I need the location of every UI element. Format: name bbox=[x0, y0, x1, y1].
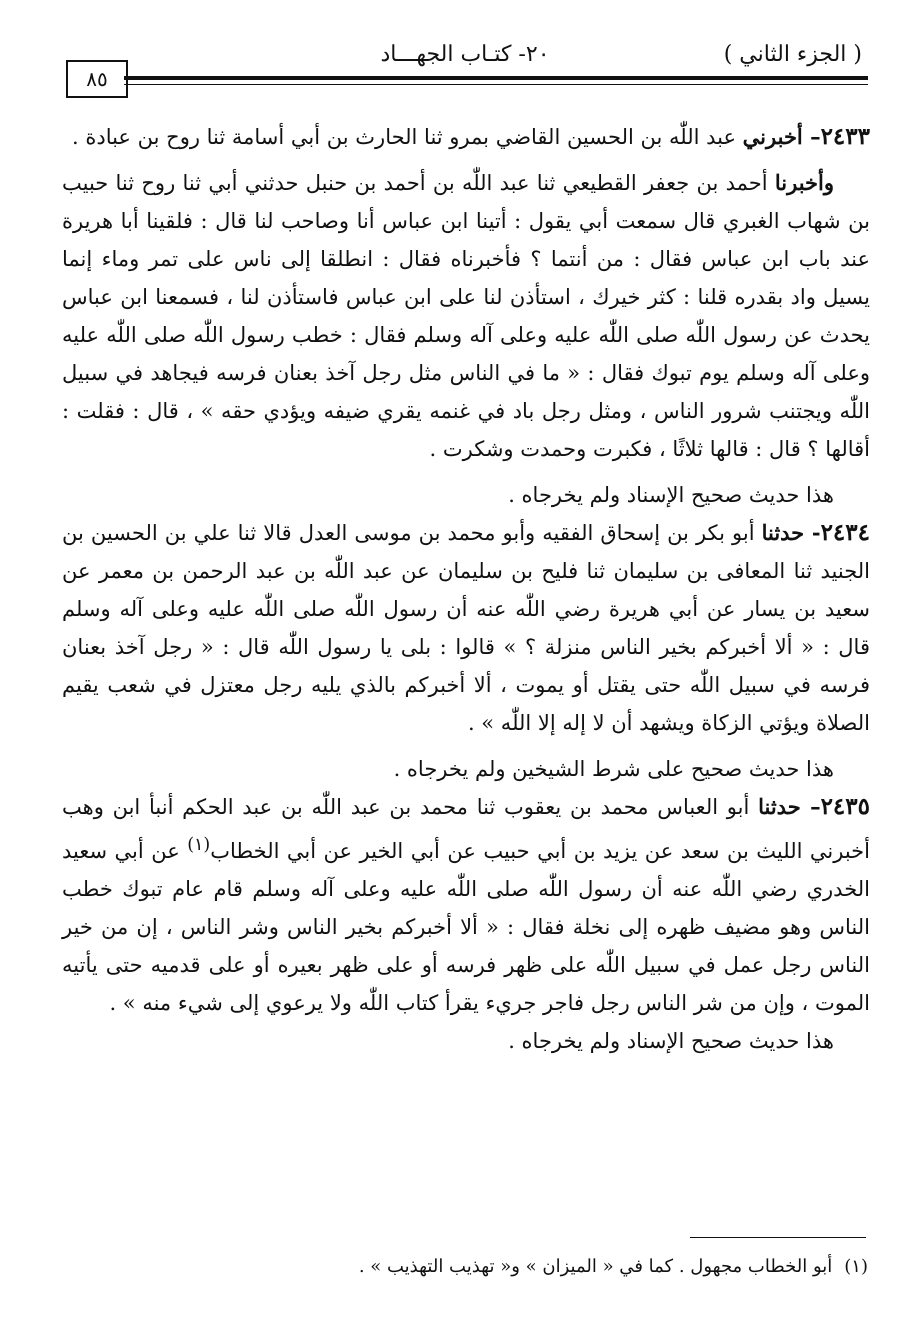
main-text bbox=[62, 118, 870, 1060]
footnote-reference[interactable]: (١) bbox=[187, 835, 211, 855]
hadith-2435-grading: هذا حديث صحيح الإسناد ولم يخرجاه . bbox=[508, 1029, 834, 1053]
footnote bbox=[62, 1252, 868, 1282]
hadith-2433-grading: هذا حديث صحيح الإسناد ولم يخرجاه . bbox=[508, 483, 834, 507]
volume-label: ( الجزء الثاني ) bbox=[723, 42, 862, 67]
hadith-2434-paragraph bbox=[62, 514, 870, 742]
hadith-2435-paragraph bbox=[62, 788, 870, 1022]
hadith-lead: - حدثنا bbox=[761, 520, 821, 545]
hadith-lead: وأخبرنا bbox=[774, 170, 834, 195]
hadith-lead: – حدثنا bbox=[758, 794, 821, 819]
hadith-number: ٢٤٣٥ bbox=[820, 793, 870, 820]
hadith-text: عبد اللّٰه بن الحسين القاضي بمرو ثنا الحارث بن أبي أسامة ثنا روح بن عبادة . bbox=[71, 125, 743, 149]
hadith-lead: – أخبرني bbox=[742, 124, 821, 149]
hadith-2433-paragraph bbox=[62, 118, 870, 156]
hadith-number: ٢٤٣٣ bbox=[820, 123, 870, 150]
page-number: ٨٥ bbox=[66, 60, 128, 98]
hadith-text: أبو بكر بن إسحاق الفقيه وأبو محمد بن موسى العدل قالا ثنا علي بن الحسين بن الجنيد ثنا المعافى بن سليمان ثنا فليح بن سليمان عن عبد اللّٰه بن عبد الرحمن بن معمر عن سعيد بن يسار عن أبي هريرة رضي اللّٰه عنه أن رسول اللّٰه صلى اللّٰه عليه وعلى آله وسلم قال : « ألا أخبركم بخير الناس منزلة ؟ » قالوا : بلى يا رسول اللّٰه قال : « رجل آخذ بعنان فرسه في سبيل اللّٰه حتى يقتل أو يموت ، ألا أخبركم بالذي يليه رجل معتزل في شعب يقيم الصلاة ويؤتي الزكاة ويشهد أن لا إله إلا اللّٰه » . bbox=[62, 521, 870, 735]
hadith-text: أبو العباس محمد بن يعقوب ثنا محمد بن عبد اللّٰه بن عبد الحكم أنبأ ابن وهب أخبرني الليث بن سعد عن يزيد بن أبي حبيب عن أبي الخير عن أبي الخطاب bbox=[62, 795, 870, 863]
hadith-2433-chain-2 bbox=[62, 164, 870, 468]
footnote-text: أبو الخطاب مجهول . كما في « الميزان » و« تهذيب التهذيب » . bbox=[358, 1256, 833, 1277]
footnote-separator bbox=[690, 1237, 866, 1238]
hadith-text: أحمد بن جعفر القطيعي ثنا عبد اللّٰه بن أحمد بن حنبل حدثني أبي ثنا روح ثنا حبيب بن شهاب الغبري قال سمعت أبي يقول : أتينا ابن عباس أنا وصاحب لنا قال : فلقينا أبا هريرة عند باب ابن عباس فقال : من أنتما ؟ فأخبرناه فقال : انطلقا إلى ناس على تمر وماء إنما يسيل واد بقدره قلنا : كثر خيرك ، استأذن لنا على ابن عباس فاستأذن لنا ، فسمعنا ابن عباس يحدث عن رسول اللّٰه صلى اللّٰه عليه وعلى آله وسلم فقال : خطب رسول اللّٰه صلى اللّٰه عليه وعلى آله وسلم يوم تبوك فقال : « ما في الناس مثل رجل آخذ بعنان فرسه فيجاهد في سبيل اللّٰه ويجتنب شرور الناس ، ومثل رجل باد في غنمه يقري ضيفه ويؤدي حقه » ، قال : فقلت : أقالها ؟ قال : قالها ثلاثًا ، فكبرت وحمدت وشكرت . bbox=[62, 171, 870, 461]
header-rule-thick bbox=[124, 76, 868, 80]
header-rule-thin bbox=[124, 84, 868, 85]
hadith-2434-grading: هذا حديث صحيح على شرط الشيخين ولم يخرجاه . bbox=[393, 757, 834, 781]
running-header bbox=[60, 40, 870, 70]
hadith-text: عن أبي سعيد الخدري رضي اللّٰه عنه أن رسول اللّٰه صلى اللّٰه عليه وعلى آله وسلم قام عام تبوك خطب الناس وهو مضيف ظهره إلى نخلة فقال : « ألا أخبركم بخير الناس وشر الناس ، إن من خير الناس رجل عمل في سبيل اللّٰه على ظهر فرسه أو على ظهر بعيره أو على قدميه حتى يأتيه الموت ، وإن من شر الناس رجل فاجر جريء يقرأ كتاب اللّٰه ولا يرعوي إلى شيء منه » . bbox=[62, 839, 870, 1015]
footnote-mark: (١) bbox=[844, 1256, 868, 1277]
hadith-number: ٢٤٣٤ bbox=[820, 519, 870, 546]
chapter-title: ٢٠- كتـاب الجهـــاد bbox=[380, 42, 550, 67]
